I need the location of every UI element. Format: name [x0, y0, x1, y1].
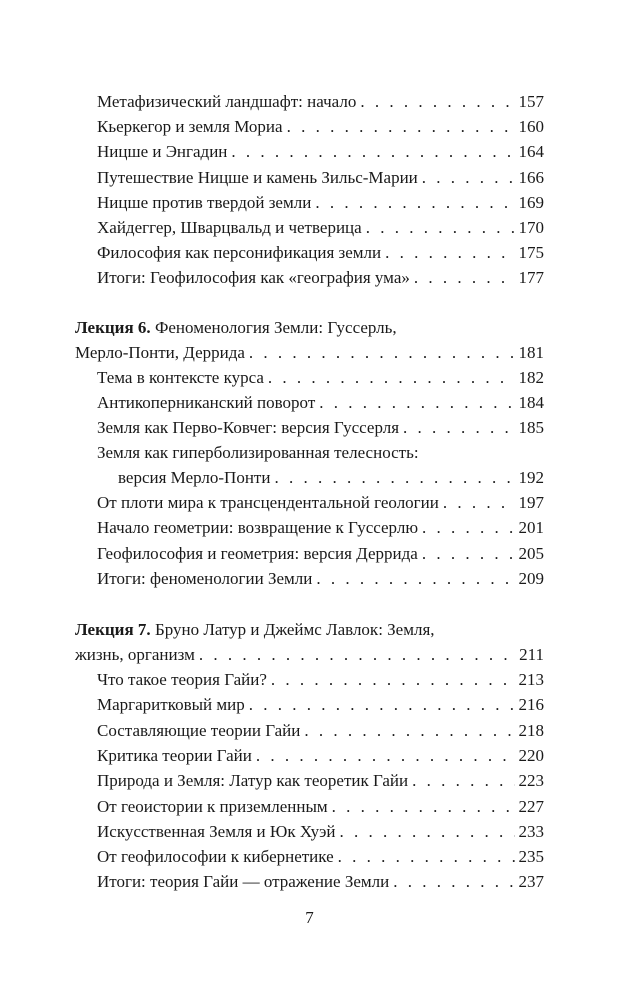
toc-top-entry	[0, 89, 619, 114]
lecture-6-entry	[0, 541, 619, 566]
lecture-7-entry-title: Итоги: теория Гайи — отражение Земли	[97, 872, 390, 892]
toc-top-entry-title: Ницше и Энгадин	[97, 142, 228, 162]
lecture-7-entry-page: 220	[518, 745, 544, 765]
toc-top-entry-page: 169	[518, 192, 544, 212]
lecture-6-label: Лекция 6.	[75, 318, 151, 337]
toc-top-entry	[0, 190, 619, 215]
toc-top-entry	[0, 114, 619, 139]
lecture-6-multiline-line1: Земля как гиперболизированная телесность:	[97, 443, 419, 462]
toc-top-entry	[0, 165, 619, 190]
lecture-6-multiline-entry-line2	[0, 465, 619, 490]
lecture-7-title-line2: жизнь, организм	[75, 645, 195, 664]
lecture-7-entry-page: 213	[518, 670, 544, 689]
lecture-7-entry-title: От геоистории к приземленным	[97, 796, 328, 816]
toc-top-entry-page: 170	[518, 218, 544, 237]
lecture-7-entry-page: 227	[518, 796, 544, 816]
lecture-6-multiline-entry	[0, 440, 619, 465]
lecture-6-entry-page: 184	[518, 393, 544, 412]
lecture-7-entry-title: Маргаритковый мир	[97, 695, 245, 715]
lecture-7-entry	[0, 794, 619, 819]
lecture-6-entry-title: Геофилософия и геометрия: версия Деррида	[97, 543, 418, 563]
toc-top-entry-title: Метафизический ландшафт: начало	[97, 92, 357, 111]
toc-top-entry-page: 160	[518, 117, 544, 137]
lecture-6-entry	[0, 566, 619, 591]
lecture-6-entry-page: 201	[518, 518, 544, 538]
lecture-7-entry-title: Составляющие теории Гайи	[97, 720, 301, 740]
lecture-7-entry	[0, 667, 619, 692]
lecture-6-entry	[0, 365, 619, 390]
lecture-6-page: 181	[518, 343, 544, 362]
lecture-7-entry-title: От геофилософии к кибернетике	[97, 847, 334, 867]
toc-top-entry-page: 164	[518, 142, 544, 162]
lecture-7-entry	[0, 743, 619, 768]
toc-top-entry-title: Хайдеггер, Шварцвальд и четверица	[97, 218, 362, 237]
toc-top-entry-title: Путешествие Ницше и камень Зильс-Марии	[97, 167, 418, 187]
lecture-7-page: 211	[519, 645, 544, 664]
lecture-6-heading-line2	[0, 340, 619, 365]
toc-top-entry	[0, 240, 619, 265]
toc-top-entry-title: Кьеркегор и земля Мориа	[97, 117, 283, 137]
lecture-7-heading	[0, 617, 619, 642]
toc-top-entry	[0, 139, 619, 164]
lecture-6-entry-page: 205	[518, 543, 544, 563]
lecture-7-entry-title: Природа и Земля: Латур как теоретик Гайи	[97, 771, 409, 791]
toc-top-entry	[0, 265, 619, 290]
lecture-7-entry	[0, 869, 619, 894]
toc-top-entry	[0, 215, 619, 240]
lecture-6-title-line1: Феноменология Земли: Гуссерль,	[154, 318, 397, 337]
toc-top-entry-page: 177	[518, 268, 544, 288]
lecture-7-entry-page: 235	[518, 847, 544, 867]
lecture-6-entry-title: От плоти мира к трансцендентальной геологии	[97, 493, 439, 512]
lecture-6-entry-title: Начало геометрии: возвращение к Гуссерлю	[97, 518, 419, 538]
lecture-6-entry-page: 182	[518, 368, 544, 387]
lecture-7-label: Лекция 7.	[75, 620, 151, 639]
toc-top-entry-title: Ницше против твердой земли	[97, 192, 312, 212]
lecture-7-entry	[0, 718, 619, 743]
lecture-6-multiline-page: 192	[518, 468, 544, 487]
lecture-6-entry	[0, 515, 619, 540]
lecture-7-entry	[0, 844, 619, 869]
lecture-6-entry-page: 197	[518, 493, 544, 512]
lecture-7-entry	[0, 768, 619, 793]
lecture-6-entry-title: Антикоперниканский поворот	[97, 393, 316, 412]
toc-top-entry-title: Итоги: Геофилософия как «география ума»	[97, 268, 410, 288]
lecture-6-entry	[0, 390, 619, 415]
lecture-6-entry-title: Земля как Перво-Ковчег: версия Гуссерля	[97, 418, 400, 437]
lecture-6-entry	[0, 490, 619, 515]
lecture-7-entry-page: 223	[518, 771, 544, 791]
lecture-6-entry-title: Итоги: феноменологии Земли	[97, 568, 313, 588]
lecture-7-entry-title: Критика теории Гайи	[97, 745, 252, 765]
lecture-6-entry-page: 209	[518, 568, 544, 588]
lecture-6-entry-page: 185	[518, 418, 544, 437]
lecture-6-entry-title: Тема в контексте курса	[97, 368, 264, 387]
toc-top-entry-title: Философия как персонификация земли	[97, 243, 382, 263]
lecture-7-entry	[0, 692, 619, 717]
lecture-7-entry-title: Искусственная Земля и Юк Хуэй	[97, 821, 336, 841]
toc-top-entry-page: 175	[518, 243, 544, 263]
lecture-6-title-line2: Мерло-Понти, Деррида	[75, 343, 245, 362]
page-number: 7	[305, 908, 314, 927]
toc-top-entry-page: 166	[518, 167, 544, 187]
lecture-7-heading-line2	[0, 642, 619, 667]
lecture-7-entry-title: Что такое теория Гайи?	[97, 670, 267, 689]
lecture-7-entry-page: 237	[518, 872, 544, 892]
lecture-7-entry-page: 233	[518, 821, 544, 841]
lecture-6-heading	[0, 315, 619, 340]
lecture-7-entry-page: 218	[518, 720, 544, 740]
lecture-6-multiline-line2: версия Мерло-Понти	[118, 468, 271, 487]
toc-top-entry-page: 157	[518, 92, 544, 111]
lecture-7-entry	[0, 819, 619, 844]
lecture-6-entry	[0, 415, 619, 440]
lecture-7-title-line1: Бруно Латур и Джеймс Лавлок: Земля,	[154, 620, 435, 639]
lecture-7-entry-page: 216	[518, 695, 544, 715]
